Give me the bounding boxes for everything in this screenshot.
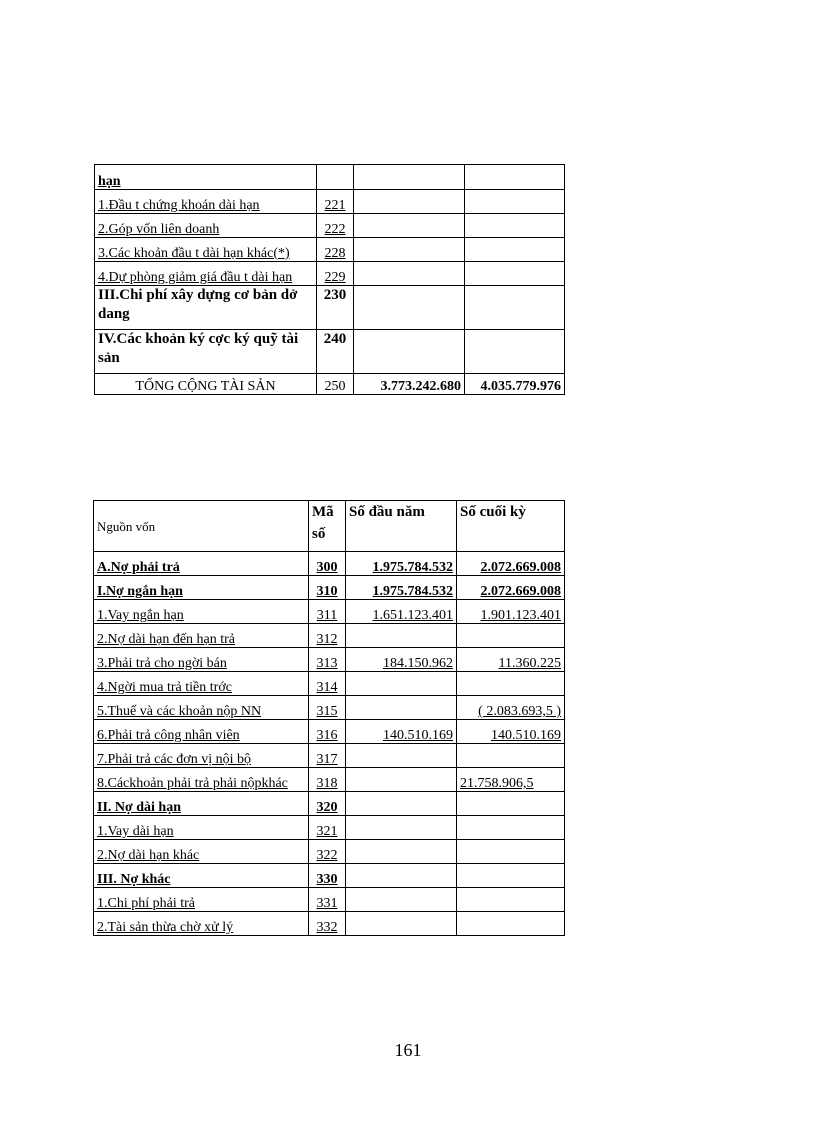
row-code: 315 [309,696,346,720]
row-code: 221 [317,190,354,214]
row-name: 2.Nợ dài hạn khác [94,840,309,864]
row-name: 1.Vay ngắn hạn [94,600,309,624]
row-name: 2.Nợ dài hạn đến hạn trả [94,624,309,648]
row-start-value [346,888,457,912]
row-code: 332 [309,912,346,936]
row-start-value: 140.510.169 [346,720,457,744]
table-row [95,374,565,395]
row-start-value: 3.773.242.680 [354,374,465,395]
row-end-value [465,330,565,374]
row-start-value: 1.975.784.532 [346,576,457,600]
table-row [94,792,565,816]
row-start-value [346,672,457,696]
row-code: 316 [309,720,346,744]
row-name: 3.Các khoản đầu t dài hạn khác(*) [95,238,317,262]
row-name: 3.Phải trả cho ngời bán [94,648,309,672]
row-code: 331 [309,888,346,912]
row-end-value [457,912,565,936]
row-end-value: 11.360.225 [457,648,565,672]
row-code: 313 [309,648,346,672]
row-name: I.Nợ ngắn hạn [94,576,309,600]
header-start: Số đầu năm [346,501,457,552]
row-name: 2.Góp vốn liên doanh [95,214,317,238]
asset-table [94,164,565,395]
table-row [94,912,565,936]
row-end-value [457,744,565,768]
row-start-value [354,165,465,190]
row-name: 2.Tài sản thừa chờ xử lý [94,912,309,936]
row-code: 322 [309,840,346,864]
row-code: 312 [309,624,346,648]
header-end: Số cuối kỳ [457,501,565,552]
table-row [94,816,565,840]
row-code: 321 [309,816,346,840]
row-end-value [457,888,565,912]
table-row [94,600,565,624]
row-name: III.Chi phí xây dựng cơ bản dở dang [95,286,317,330]
row-end-value: 2.072.669.008 [457,552,565,576]
row-end-value [457,792,565,816]
row-end-value [457,624,565,648]
table-row [94,624,565,648]
row-end-value [465,286,565,330]
row-end-value [457,840,565,864]
row-start-value: 1.975.784.532 [346,552,457,576]
row-start-value [354,214,465,238]
row-name: IV.Các khoản ký cợc ký quỹ tài sản [95,330,317,374]
table-row [94,720,565,744]
row-name: A.Nợ phải trả [94,552,309,576]
row-code: 230 [317,286,354,330]
row-code: 318 [309,768,346,792]
row-end-value: 140.510.169 [457,720,565,744]
table-row [95,214,565,238]
row-code: 300 [309,552,346,576]
row-name: 1.Đầu t chứng khoán dài hạn [95,190,317,214]
row-code: 229 [317,262,354,286]
table-row [94,648,565,672]
row-code: 250 [317,374,354,395]
row-name: 4.Dự phòng giảm giá đầu t dài hạn [95,262,317,286]
table-row [94,840,565,864]
row-code: 330 [309,864,346,888]
row-end-value: ( 2.083.693,5 ) [457,696,565,720]
table-header-row [94,501,565,552]
table-row [95,190,565,214]
row-name: 4.Ngời mua trả tiền trớc [94,672,309,696]
table-row [95,286,565,330]
row-start-value [346,624,457,648]
row-code: 222 [317,214,354,238]
row-end-value: 1.901.123.401 [457,600,565,624]
row-start-value [354,190,465,214]
row-name: TỔNG CỘNG TÀI SẢN [95,374,317,395]
table-row [94,552,565,576]
row-start-value [354,330,465,374]
row-end-value: 4.035.779.976 [465,374,565,395]
row-start-value: 184.150.962 [346,648,457,672]
row-start-value [346,840,457,864]
row-end-value [457,864,565,888]
row-end-value [457,672,565,696]
table-row [94,672,565,696]
row-end-value: 21.758.906,5 [457,768,565,792]
capital-table [93,500,565,936]
row-start-value: 1.651.123.401 [346,600,457,624]
table-row [95,330,565,374]
table-row [94,768,565,792]
table-row [94,576,565,600]
row-start-value [354,238,465,262]
row-code: 320 [309,792,346,816]
row-start-value [346,912,457,936]
header-source: Nguồn vốn [94,501,309,552]
row-code: 240 [317,330,354,374]
table-row [95,238,565,262]
row-code: 310 [309,576,346,600]
table-row [94,888,565,912]
table-row [95,165,565,190]
table-row [94,696,565,720]
row-start-value [354,262,465,286]
row-start-value [346,792,457,816]
row-name: III. Nợ khác [94,864,309,888]
row-end-value [465,262,565,286]
row-start-value [346,864,457,888]
row-name: II. Nợ dài hạn [94,792,309,816]
row-end-value [465,214,565,238]
row-end-value [465,190,565,214]
row-start-value [354,286,465,330]
row-code: 228 [317,238,354,262]
row-end-value [465,238,565,262]
row-name: 1.Chi phí phải trả [94,888,309,912]
row-code [317,165,354,190]
row-code: 317 [309,744,346,768]
row-name: 8.Cáckhoản phải trả phải nộpkhác [94,768,309,792]
row-start-value [346,744,457,768]
row-name: hạn [95,165,317,190]
page-number: 161 [394,1040,422,1060]
row-end-value [457,816,565,840]
row-code: 311 [309,600,346,624]
row-name: 6.Phải trả công nhân viên [94,720,309,744]
row-name: 1.Vay dài hạn [94,816,309,840]
header-code: Mã số [309,501,346,552]
row-start-value [346,768,457,792]
row-code: 314 [309,672,346,696]
row-end-value [465,165,565,190]
row-end-value: 2.072.669.008 [457,576,565,600]
row-name: 5.Thuế và các khoản nộp NN [94,696,309,720]
table-row [94,864,565,888]
row-start-value [346,816,457,840]
table-row [94,744,565,768]
row-name: 7.Phải trả các đơn vị nội bộ [94,744,309,768]
table-row [95,262,565,286]
row-start-value [346,696,457,720]
